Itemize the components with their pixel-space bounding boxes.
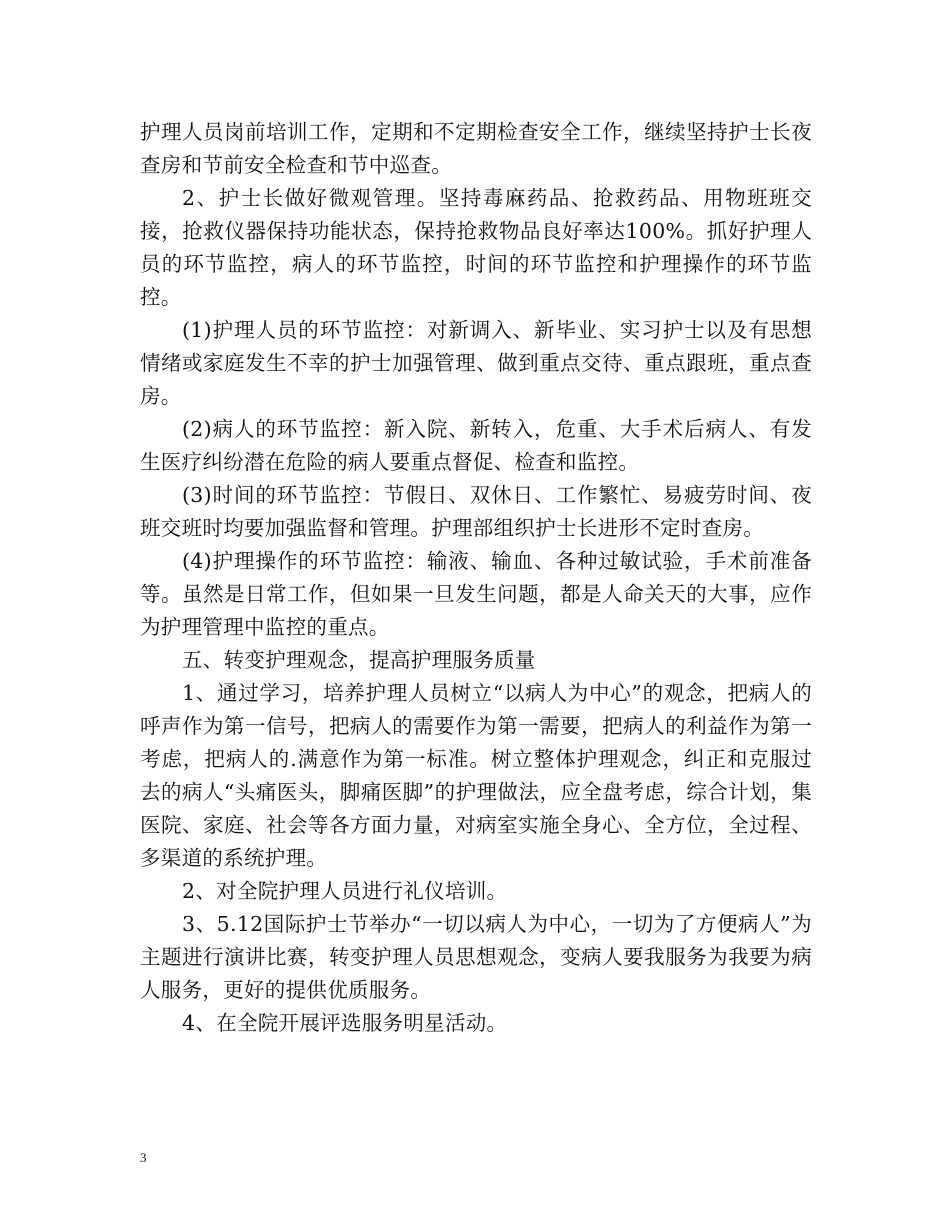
- paragraph-nurses-day-speech: 3、5.12国际护士节举办“一切以病人为中心，一切为了方便病人”为主题进行演讲比赛，转变护理人员思想观念，变病人要我服务为我要为病人服务，更好的提供优质服务。: [140, 912, 812, 1002]
- paragraph-patient-monitoring: (2)病人的环节监控：新入院、新转入，危重、大手术后病人、有发生医疗纠纷潜在危险的病人要重点督促、检查和监控。: [140, 417, 812, 474]
- paragraph-etiquette-training: 2、对全院护理人员进行礼仪培训。: [182, 879, 508, 903]
- paragraph-continuation: 护理人员岗前培训工作，定期和不定期检查安全工作，继续坚持护士长夜查房和节前安全检查和节中巡查。: [140, 120, 812, 177]
- paragraph-head-nurse-micro-management: 2、护士长做好微观管理。坚持毒麻药品、抢救药品、用物班班交接，抢救仪器保持功能状态，保持抢救物品良好率达100%。抓好护理人员的环节监控，病人的环节监控，时间的环节监控和护理操作的环节监控。: [140, 186, 812, 309]
- paragraph-staff-monitoring: (1)护理人员的环节监控：对新调入、新毕业、实习护士以及有思想情绪或家庭发生不幸的护士加强管理、做到重点交待、重点跟班，重点查房。: [140, 318, 812, 408]
- paragraph-time-monitoring: (3)时间的环节监控：节假日、双休日、工作繁忙、易疲劳时间、夜班交班时均要加强监督和管理。护理部组织护士长进形不定时查房。: [140, 483, 812, 540]
- body-text: [140, 116, 812, 1040]
- paragraph-patient-centered-concept: 1、通过学习，培养护理人员树立“以病人为中心”的观念，把病人的呼声作为第一信号，把病人的需要作为第一需要，把病人的利益作为第一考虑，把病人的.满意作为第一标准。树立整体护理观念，纠正和克服过去的病人“头痛医头，脚痛医脚”的护理做法，应全盘考虑，综合计划，集医院、家庭、社会等各方面力量，对病室实施全身心、全方位，全过程、多渠道的系统护理。: [140, 681, 812, 870]
- paragraph-operation-monitoring: (4)护理操作的环节监控：输液、输血、各种过敏试验，手术前准备等。虽然是日常工作，但如果一旦发生问题，都是人命关天的大事，应作为护理管理中监控的重点。: [140, 549, 812, 639]
- page-number: 3: [140, 1150, 147, 1165]
- section-heading-five: 五、转变护理观念，提高护理服务质量: [182, 648, 536, 672]
- paragraph-service-star: 4、在全院开展评选服务明星活动。: [182, 1011, 508, 1035]
